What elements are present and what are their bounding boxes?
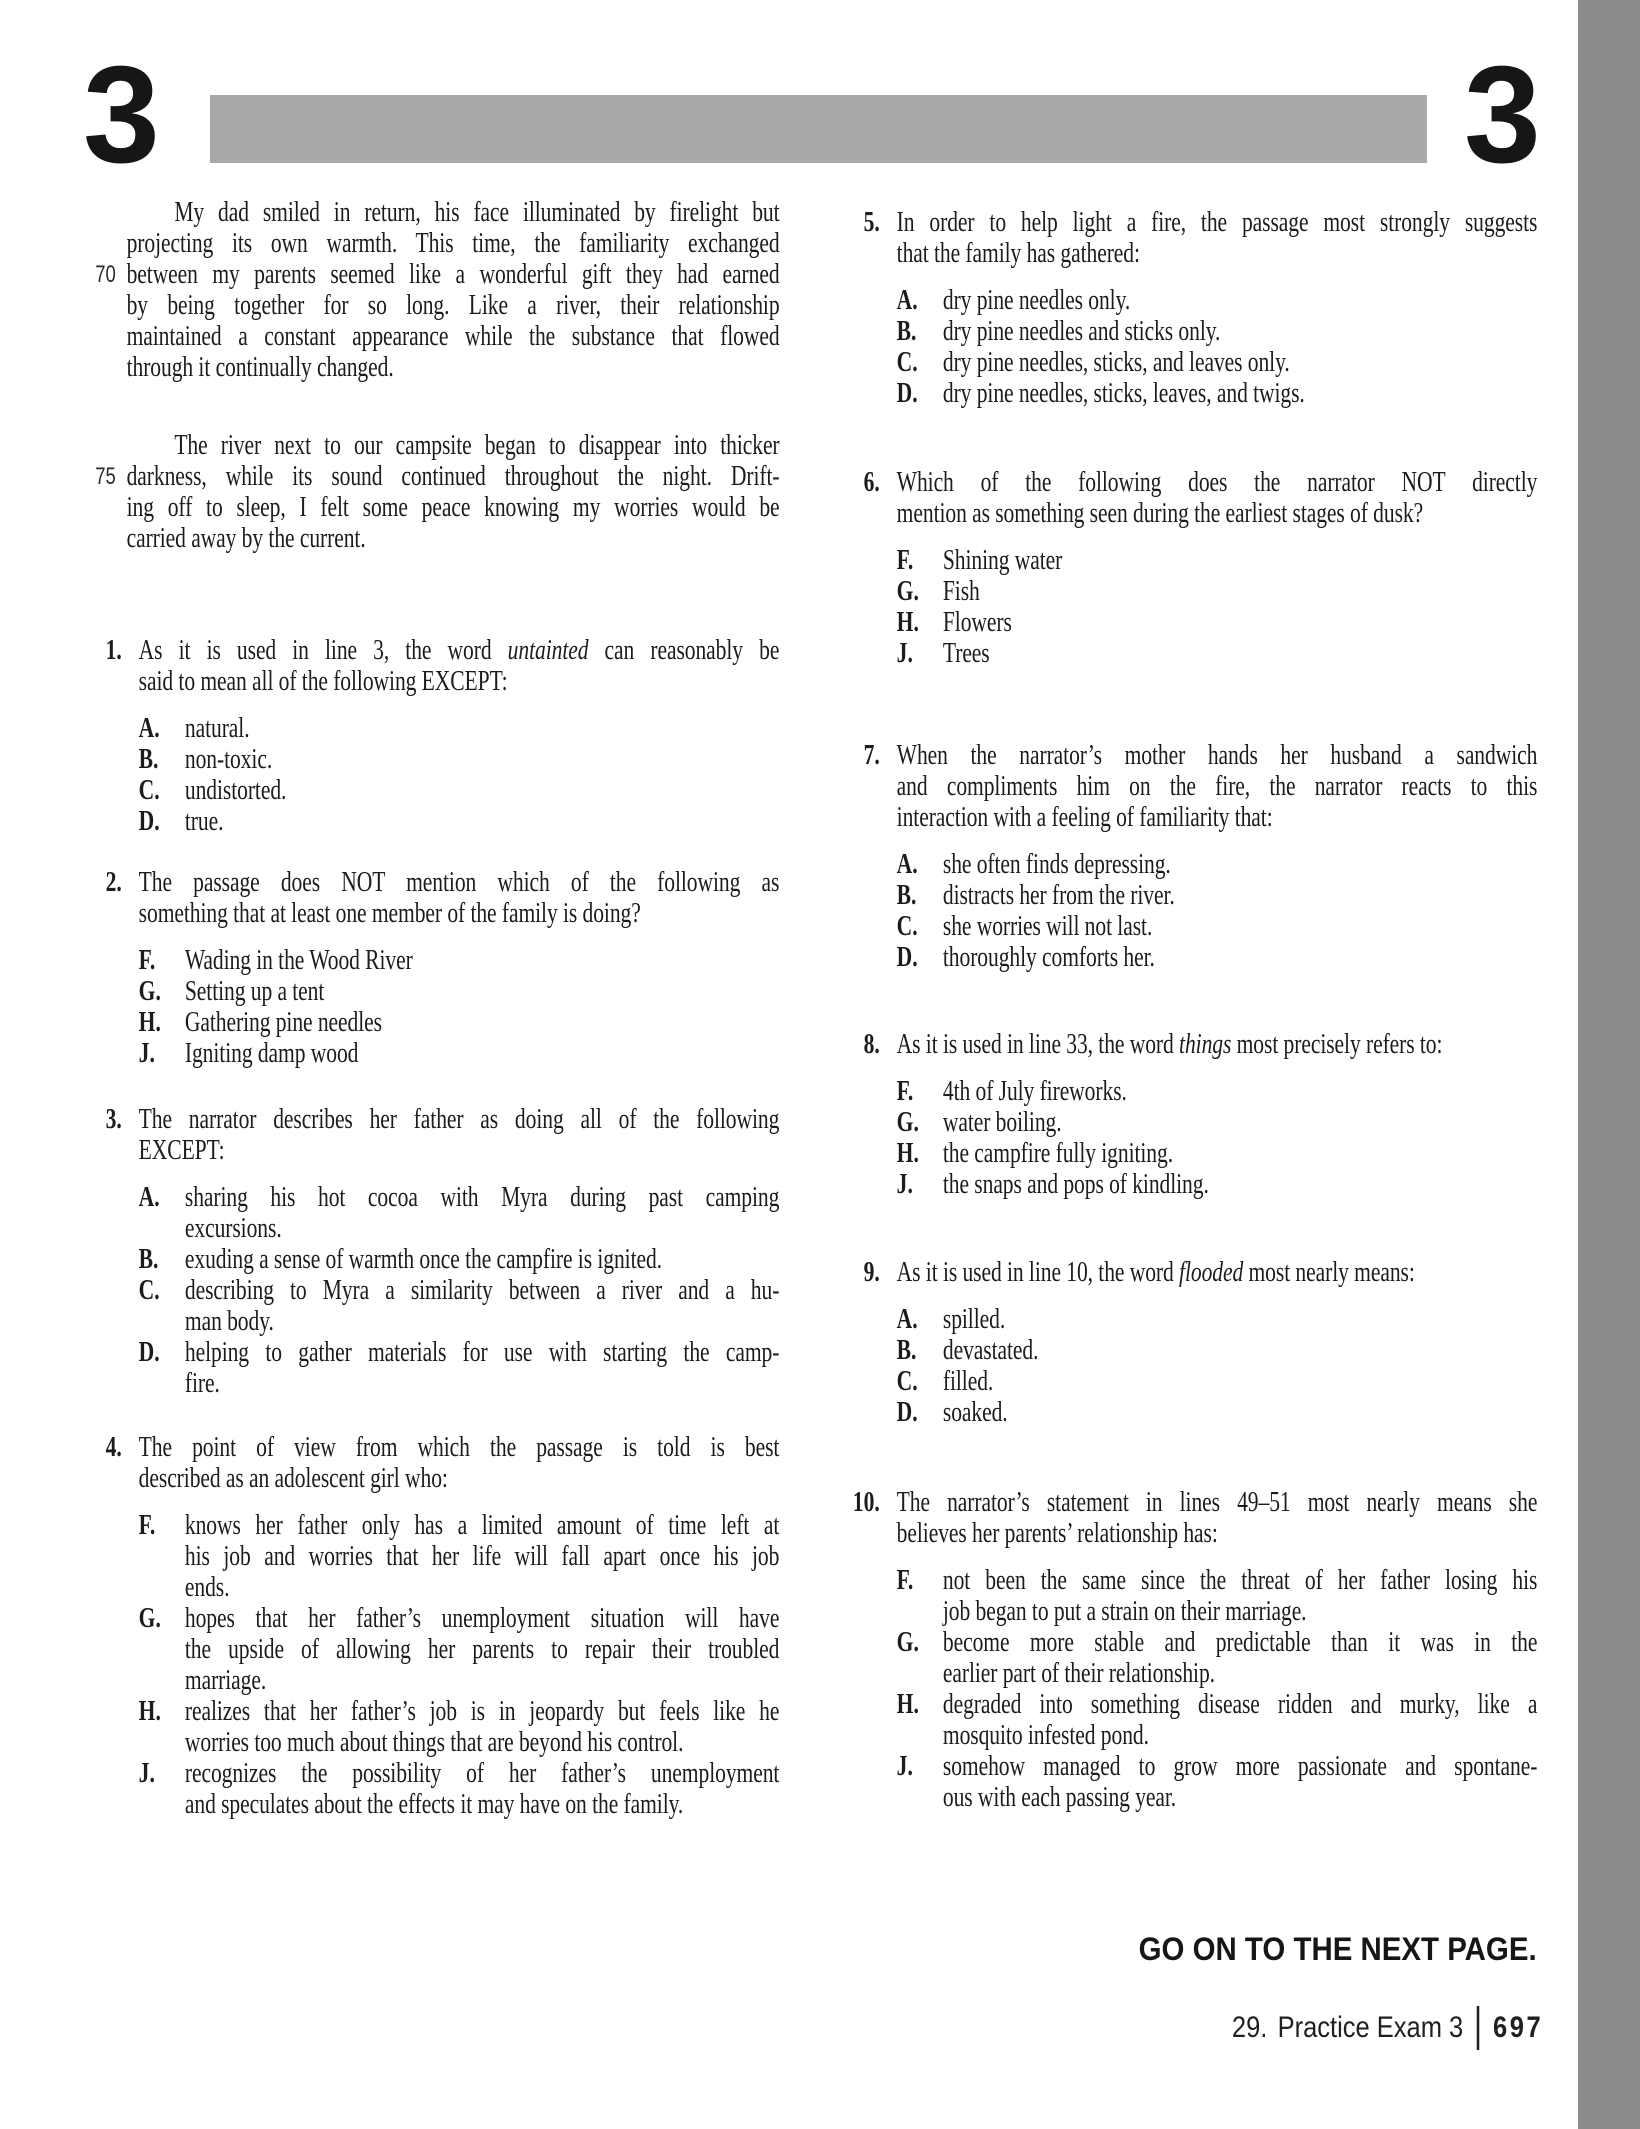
option-text-line: sharing his hot cocoa with Myra during past camping	[184, 1182, 780, 1213]
question	[832, 1029, 1537, 1200]
option-text	[943, 1169, 1537, 1200]
option-text	[185, 976, 779, 1007]
option-text	[943, 576, 1537, 607]
question-column-left	[74, 0, 779, 2129]
answer-option	[897, 607, 1538, 638]
option-text-line: spilled.	[942, 1304, 1006, 1335]
option-text	[943, 880, 1537, 911]
option-letter: G.	[896, 1107, 919, 1138]
answer-option	[897, 1366, 1538, 1397]
option-text	[185, 806, 779, 837]
option-text	[943, 1107, 1537, 1138]
question-number: 9.	[863, 1257, 880, 1288]
folio-page-number: 697	[1492, 2011, 1543, 2044]
option-letter: H.	[896, 1689, 919, 1720]
option-text-line: exuding a sense of warmth once the campfire is ignited.	[184, 1244, 663, 1275]
question-stem	[139, 1432, 780, 1494]
answer-option	[139, 1758, 780, 1820]
option-text	[185, 713, 779, 744]
answer-option	[897, 545, 1538, 576]
answer-option	[139, 713, 780, 744]
option-text	[943, 378, 1537, 409]
question-number: 2.	[105, 867, 122, 898]
option-text	[185, 945, 779, 976]
option-letter: J.	[896, 1169, 913, 1200]
option-text-line: fire.	[184, 1368, 220, 1399]
option-text-line: the upside of allowing her parents to repair their troubled	[184, 1634, 780, 1665]
answer-option	[897, 1138, 1538, 1169]
option-text-line: his job and worries that her life will fall apart once his job	[184, 1541, 780, 1572]
question	[832, 1487, 1537, 1813]
passage-line-text: projecting its own warmth. This time, the familiarity exchanged	[126, 228, 780, 259]
option-text	[185, 744, 779, 775]
question-stem	[897, 1029, 1538, 1060]
answer-options	[139, 945, 780, 1069]
question-row	[832, 467, 1537, 529]
option-text-line: job began to put a strain on their marriage.	[942, 1596, 1307, 1627]
answer-option	[139, 1696, 780, 1758]
answer-option	[139, 945, 780, 976]
option-letter: C.	[896, 911, 918, 942]
option-text	[185, 1244, 779, 1275]
folio-item-number: 29.	[1231, 2011, 1268, 2044]
question-row	[832, 740, 1537, 833]
answer-option	[139, 1510, 780, 1603]
question-stem-line: and compliments him on the fire, the narrator reacts to this	[896, 771, 1538, 802]
option-letter: A.	[896, 1304, 918, 1335]
option-text	[185, 1007, 779, 1038]
question-row	[832, 207, 1537, 269]
option-text	[185, 1696, 779, 1758]
option-text-line: become more stable and predictable than it was in the	[942, 1627, 1538, 1658]
question-stem	[139, 867, 780, 929]
option-text-line: Wading in the Wood River	[184, 945, 413, 976]
option-text-line: water boiling.	[942, 1107, 1062, 1138]
option-text-line: true.	[184, 806, 224, 837]
option-letter: A.	[896, 849, 918, 880]
question-stem	[139, 1104, 780, 1166]
question-number: 7.	[863, 740, 880, 771]
option-text	[943, 316, 1537, 347]
option-letter: G.	[138, 976, 161, 1007]
answer-options	[897, 849, 1538, 973]
option-letter: A.	[138, 1182, 160, 1213]
option-text-line: dry pine needles, sticks, leaves, and twigs.	[942, 378, 1305, 409]
question-stem-line: Which of the following does the narrator NOT directly	[896, 467, 1538, 498]
option-letter: B.	[138, 1244, 159, 1275]
answer-options	[897, 285, 1538, 409]
option-text	[943, 1627, 1537, 1689]
question-stem-line: The narrator’s statement in lines 49–51 most nearly means she	[896, 1487, 1538, 1518]
question-stem-line: The narrator describes her father as doing all of the following	[138, 1104, 780, 1135]
option-text-line: Flowers	[942, 607, 1012, 638]
option-text-line: 4th of July fireworks.	[942, 1076, 1127, 1107]
passage-line-text: My dad smiled in return, his face illuminated by firelight but	[174, 197, 780, 228]
option-letter: H.	[896, 607, 919, 638]
option-text-line: thoroughly comforts her.	[942, 942, 1155, 973]
option-text-line: she often finds depressing.	[942, 849, 1171, 880]
option-text	[943, 1076, 1537, 1107]
answer-option	[897, 1169, 1538, 1200]
option-text	[943, 638, 1537, 669]
option-letter: J.	[896, 1751, 913, 1782]
answer-option	[897, 1397, 1538, 1428]
option-letter: J.	[138, 1758, 155, 1789]
answer-option	[139, 806, 780, 837]
option-letter: B.	[896, 316, 917, 347]
answer-options	[139, 1182, 780, 1399]
answer-options	[897, 545, 1538, 669]
folio-item-title: Practice Exam 3	[1277, 2011, 1464, 2044]
option-text	[943, 607, 1537, 638]
page-edge-strip	[1578, 0, 1640, 2129]
question-stem	[897, 1487, 1538, 1549]
question	[74, 1432, 779, 1820]
question-stem-line: In order to help light a fire, the passage most strongly suggests	[896, 207, 1538, 238]
answer-option	[897, 378, 1538, 409]
option-text	[943, 1304, 1537, 1335]
option-text	[185, 1038, 779, 1069]
question-stem-line: As it is used in line 3, the word untainted can reasonably be	[138, 635, 780, 666]
answer-options	[139, 713, 780, 837]
option-text-line: realizes that her father’s job is in jeopardy but feels like he	[184, 1696, 780, 1727]
option-text-line: marriage.	[184, 1665, 267, 1696]
option-letter: G.	[896, 576, 919, 607]
option-text	[185, 1603, 779, 1696]
question-stem-line: EXCEPT:	[138, 1135, 225, 1166]
question-stem	[897, 1257, 1538, 1288]
option-text	[185, 1275, 779, 1337]
option-text-line: filled.	[942, 1366, 994, 1397]
answer-option	[897, 1565, 1538, 1627]
question-stem	[897, 207, 1538, 269]
option-text-line: non-toxic.	[184, 744, 273, 775]
question-number: 3.	[105, 1104, 122, 1135]
answer-option	[897, 1304, 1538, 1335]
option-text	[943, 849, 1537, 880]
answer-option	[897, 1335, 1538, 1366]
option-letter: B.	[896, 1335, 917, 1366]
option-text	[943, 1751, 1537, 1813]
section-number-right: 3	[1464, 38, 1541, 192]
option-letter: D.	[896, 942, 918, 973]
section-number-left: 3	[83, 38, 160, 192]
option-text-line: ends.	[184, 1572, 230, 1603]
question-number: 8.	[863, 1029, 880, 1060]
option-text-line: Gathering pine needles	[184, 1007, 382, 1038]
answer-option	[897, 911, 1538, 942]
question-row	[74, 635, 779, 697]
question-stem-line: mention as something seen during the earliest stages of dusk?	[896, 498, 1424, 529]
question	[832, 207, 1537, 409]
question-stem-line: As it is used in line 33, the word things most precisely refers to:	[896, 1029, 1443, 1060]
question-stem-line: The point of view from which the passage is told is best	[138, 1432, 780, 1463]
option-text-line: Fish	[942, 576, 980, 607]
answer-option	[139, 1038, 780, 1069]
passage-line-text: darkness, while its sound continued throughout the night. Drift-	[126, 461, 780, 492]
answer-option	[139, 1244, 780, 1275]
answer-option	[139, 1007, 780, 1038]
answer-options	[897, 1076, 1538, 1200]
passage-line-text: carried away by the current.	[126, 523, 366, 554]
question-stem-line: believes her parents’ relationship has:	[896, 1518, 1218, 1549]
option-letter: D.	[896, 378, 918, 409]
question-number: 10.	[852, 1487, 880, 1518]
answer-option	[139, 744, 780, 775]
go-on-instruction: GO ON TO THE NEXT PAGE.	[1138, 1931, 1537, 1967]
question-row	[74, 1104, 779, 1166]
option-text-line: Setting up a tent	[184, 976, 325, 1007]
option-text	[943, 1689, 1537, 1751]
option-text-line: the snaps and pops of kindling.	[942, 1169, 1209, 1200]
question-row	[832, 1029, 1537, 1060]
option-letter: C.	[896, 347, 918, 378]
answer-option	[897, 1627, 1538, 1689]
option-letter: F.	[138, 1510, 156, 1541]
question	[832, 740, 1537, 973]
passage-line-text: The river next to our campsite began to disappear into thicker	[174, 430, 780, 461]
option-letter: A.	[896, 285, 918, 316]
option-letter: C.	[138, 775, 160, 806]
option-letter: F.	[896, 1076, 914, 1107]
option-letter: H.	[138, 1696, 161, 1727]
answer-option	[897, 1107, 1538, 1138]
answer-option	[897, 1689, 1538, 1751]
option-letter: J.	[896, 638, 913, 669]
option-letter: D.	[138, 806, 160, 837]
option-text-line: describing to Myra a similarity between a river and a hu-	[184, 1275, 780, 1306]
option-text-line: soaked.	[942, 1397, 1008, 1428]
question-stem-line: said to mean all of the following EXCEPT:	[138, 666, 508, 697]
option-letter: J.	[138, 1038, 155, 1069]
option-text	[185, 1510, 779, 1603]
question-stem-line: something that at least one member of the family is doing?	[138, 898, 641, 929]
passage-line-text: ing off to sleep, I felt some peace knowing my worries would be	[126, 492, 780, 523]
question-number: 1.	[105, 635, 122, 666]
answer-option	[139, 1603, 780, 1696]
page-folio	[1232, 2006, 1543, 2050]
question	[74, 1104, 779, 1399]
passage-line-number: 75	[95, 463, 116, 490]
question	[832, 1257, 1537, 1428]
option-text-line: not been the same since the threat of her father losing his	[942, 1565, 1538, 1596]
question-stem-line: As it is used in line 10, the word flooded most nearly means:	[896, 1257, 1415, 1288]
question	[74, 635, 779, 837]
question	[832, 467, 1537, 669]
question-row	[832, 1487, 1537, 1549]
answer-options	[897, 1304, 1538, 1428]
answer-option	[897, 638, 1538, 669]
option-text-line: mosquito infested pond.	[942, 1720, 1149, 1751]
answer-option	[897, 942, 1538, 973]
answer-option	[139, 775, 780, 806]
option-letter: F.	[138, 945, 156, 976]
question-stem	[139, 635, 780, 697]
option-letter: G.	[896, 1627, 919, 1658]
option-text-line: Trees	[942, 638, 990, 669]
passage-line-number: 70	[95, 261, 116, 288]
answer-option	[897, 347, 1538, 378]
option-letter: H.	[138, 1007, 161, 1038]
option-text-line: distracts her from the river.	[942, 880, 1175, 911]
option-text	[943, 1397, 1537, 1428]
option-text-line: worries too much about things that are beyond his control.	[184, 1727, 684, 1758]
option-text-line: helping to gather materials for use with starting the camp-	[184, 1337, 780, 1368]
option-text-line: hopes that her father’s unemployment situation will have	[184, 1603, 780, 1634]
option-letter: F.	[896, 1565, 914, 1596]
option-text-line: degraded into something disease ridden and murky, like a	[942, 1689, 1538, 1720]
option-text-line: recognizes the possibility of her father’s unemployment	[184, 1758, 780, 1789]
answer-option	[897, 576, 1538, 607]
option-text-line: the campfire fully igniting.	[942, 1138, 1174, 1169]
option-letter: H.	[896, 1138, 919, 1169]
option-letter: C.	[896, 1366, 918, 1397]
question-number: 6.	[863, 467, 880, 498]
option-text-line: Igniting damp wood	[184, 1038, 359, 1069]
option-text	[185, 1758, 779, 1820]
question-row	[74, 867, 779, 929]
option-text-line: undistorted.	[184, 775, 287, 806]
option-text	[943, 942, 1537, 973]
option-text-line: excursions.	[184, 1213, 282, 1244]
question-column-right	[832, 0, 1537, 2129]
option-text	[943, 1335, 1537, 1366]
answer-option	[139, 1275, 780, 1337]
answer-option	[897, 285, 1538, 316]
question-stem-line: that the family has gathered:	[896, 238, 1140, 269]
option-letter: D.	[138, 1337, 160, 1368]
question-stem-line: interaction with a feeling of familiarity that:	[896, 802, 1273, 833]
option-text	[943, 545, 1537, 576]
option-text-line: man body.	[184, 1306, 274, 1337]
option-text-line: earlier part of their relationship.	[942, 1658, 1215, 1689]
answer-option	[897, 1076, 1538, 1107]
answer-option	[139, 1337, 780, 1399]
question	[74, 867, 779, 1069]
option-text-line: dry pine needles only.	[942, 285, 1131, 316]
passage-line-text: maintained a constant appearance while the substance that flowed	[126, 321, 780, 352]
option-text-line: dry pine needles, sticks, and leaves only.	[942, 347, 1290, 378]
option-text	[943, 1565, 1537, 1627]
option-letter: D.	[896, 1397, 918, 1428]
option-text	[943, 1366, 1537, 1397]
question-stem	[897, 467, 1538, 529]
option-text	[943, 285, 1537, 316]
option-text-line: Shining water	[942, 545, 1063, 576]
option-text-line: natural.	[184, 713, 250, 744]
option-text	[943, 347, 1537, 378]
answer-options	[139, 1510, 780, 1820]
option-text	[943, 911, 1537, 942]
option-letter: B.	[138, 744, 159, 775]
answer-option	[897, 849, 1538, 880]
question-number: 5.	[863, 207, 880, 238]
passage-line-text: between my parents seemed like a wonderful gift they had earned	[126, 259, 780, 290]
question-stem-line: The passage does NOT mention which of the following as	[138, 867, 780, 898]
option-text-line: and speculates about the effects it may have on the family.	[184, 1789, 684, 1820]
answer-option	[897, 316, 1538, 347]
option-text	[185, 775, 779, 806]
option-letter: B.	[896, 880, 917, 911]
answer-option	[139, 976, 780, 1007]
question-row	[74, 1432, 779, 1494]
question-stem	[897, 740, 1538, 833]
passage-line-text: by being together for so long. Like a river, their relationship	[126, 290, 780, 321]
option-text-line: somehow managed to grow more passionate and spontane-	[942, 1751, 1538, 1782]
answer-option	[897, 1751, 1538, 1813]
question-row	[832, 1257, 1537, 1288]
option-text-line: devastated.	[942, 1335, 1039, 1366]
option-text	[943, 1138, 1537, 1169]
option-letter: A.	[138, 713, 160, 744]
option-text-line: ous with each passing year.	[942, 1782, 1177, 1813]
option-text	[185, 1337, 779, 1399]
option-text	[185, 1182, 779, 1244]
answer-options	[897, 1565, 1538, 1813]
question-number: 4.	[105, 1432, 122, 1463]
option-text-line: knows her father only has a limited amount of time left at	[184, 1510, 780, 1541]
question-stem-line: described as an adolescent girl who:	[138, 1463, 448, 1494]
question-stem-line: When the narrator’s mother hands her husband a sandwich	[896, 740, 1538, 771]
answer-option	[897, 880, 1538, 911]
option-letter: C.	[138, 1275, 160, 1306]
option-text-line: dry pine needles and sticks only.	[942, 316, 1221, 347]
option-letter: F.	[896, 545, 914, 576]
answer-option	[139, 1182, 780, 1244]
folio-divider	[1477, 2006, 1480, 2050]
passage-line-text: through it continually changed.	[126, 352, 394, 383]
option-letter: G.	[138, 1603, 161, 1634]
option-text-line: she worries will not last.	[942, 911, 1153, 942]
